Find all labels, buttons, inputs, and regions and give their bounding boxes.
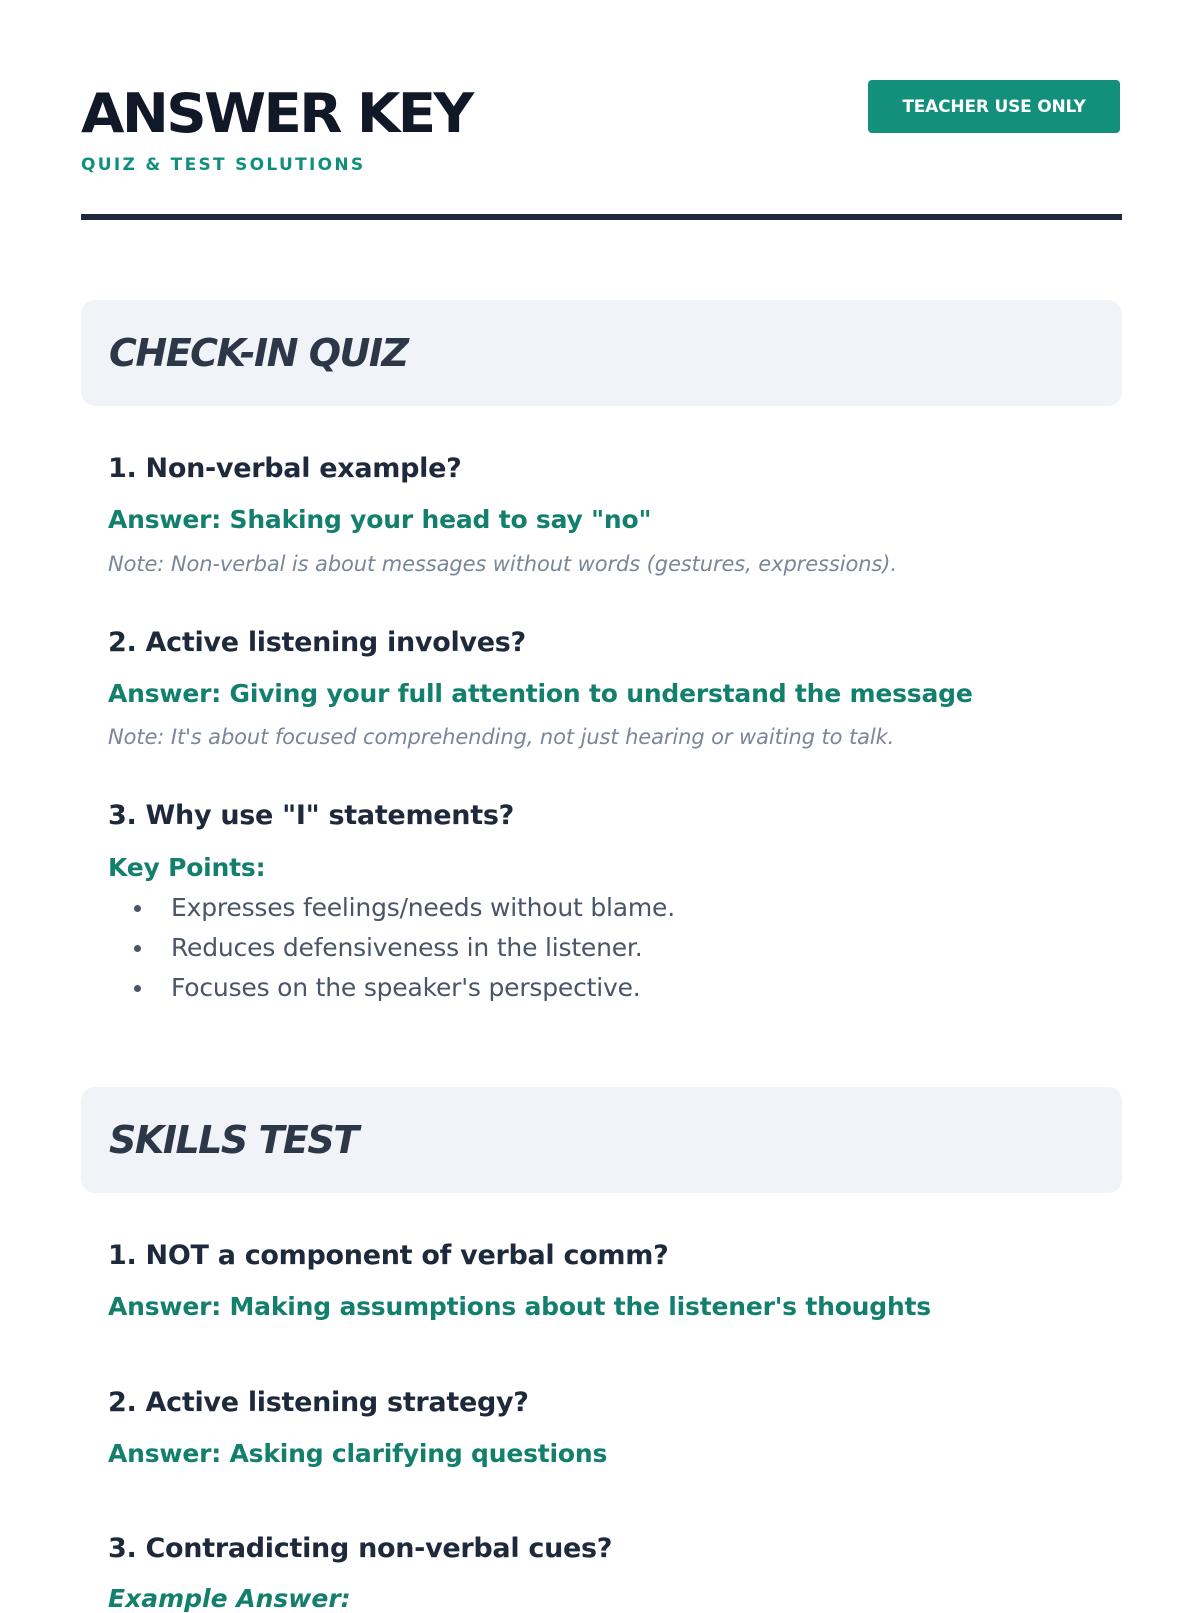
list-item [108, 968, 675, 1008]
test-question-2: 2. Active listening strategy? [108, 1387, 529, 1418]
quiz-answer-2: Answer: Giving your full attention to understand the message [108, 679, 973, 708]
test-question-3: 3. Contradicting non-verbal cues? [108, 1533, 613, 1564]
page-title: ANSWER KEY [81, 82, 472, 145]
section-title-quiz: CHECK-IN QUIZ [109, 331, 408, 375]
title-block [81, 80, 472, 175]
list-item [108, 928, 675, 968]
page-header [81, 80, 1120, 200]
quiz-question-3: 3. Why use "I" statements? [108, 800, 514, 831]
test-answer-1: Answer: Making assumptions about the listener's thoughts [108, 1292, 931, 1321]
quiz-answer-1: Answer: Shaking your head to say "no" [108, 505, 652, 534]
quiz-note-1: Note: Non-verbal is about messages without words (gestures, expressions). [108, 552, 897, 576]
teacher-use-badge: TEACHER USE ONLY [868, 80, 1120, 133]
bullet-icon [134, 985, 141, 992]
header-divider [81, 214, 1122, 220]
key-point-text: Focuses on the speaker's perspective. [171, 973, 641, 1002]
section-header-quiz [81, 300, 1122, 406]
quiz-question-2: 2. Active listening involves? [108, 627, 526, 658]
quiz-question-1: 1. Non-verbal example? [108, 453, 462, 484]
test-answer-2: Answer: Asking clarifying questions [108, 1439, 608, 1468]
example-answer-label: Example Answer: [108, 1584, 351, 1613]
section-header-test [81, 1087, 1122, 1193]
test-question-1: 1. NOT a component of verbal comm? [108, 1240, 669, 1271]
list-item [108, 888, 675, 928]
section-title-test: SKILLS TEST [109, 1118, 358, 1162]
page-subtitle: QUIZ & TEST SOLUTIONS [81, 155, 366, 175]
bullet-icon [134, 945, 141, 952]
key-point-text: Expresses feelings/needs without blame. [171, 893, 675, 922]
key-points-list [108, 888, 675, 1008]
quiz-note-2: Note: It's about focused comprehending, not just hearing or waiting to talk. [108, 725, 895, 749]
key-points-label: Key Points: [108, 853, 266, 882]
bullet-icon [134, 905, 141, 912]
key-point-text: Reduces defensiveness in the listener. [171, 933, 643, 962]
